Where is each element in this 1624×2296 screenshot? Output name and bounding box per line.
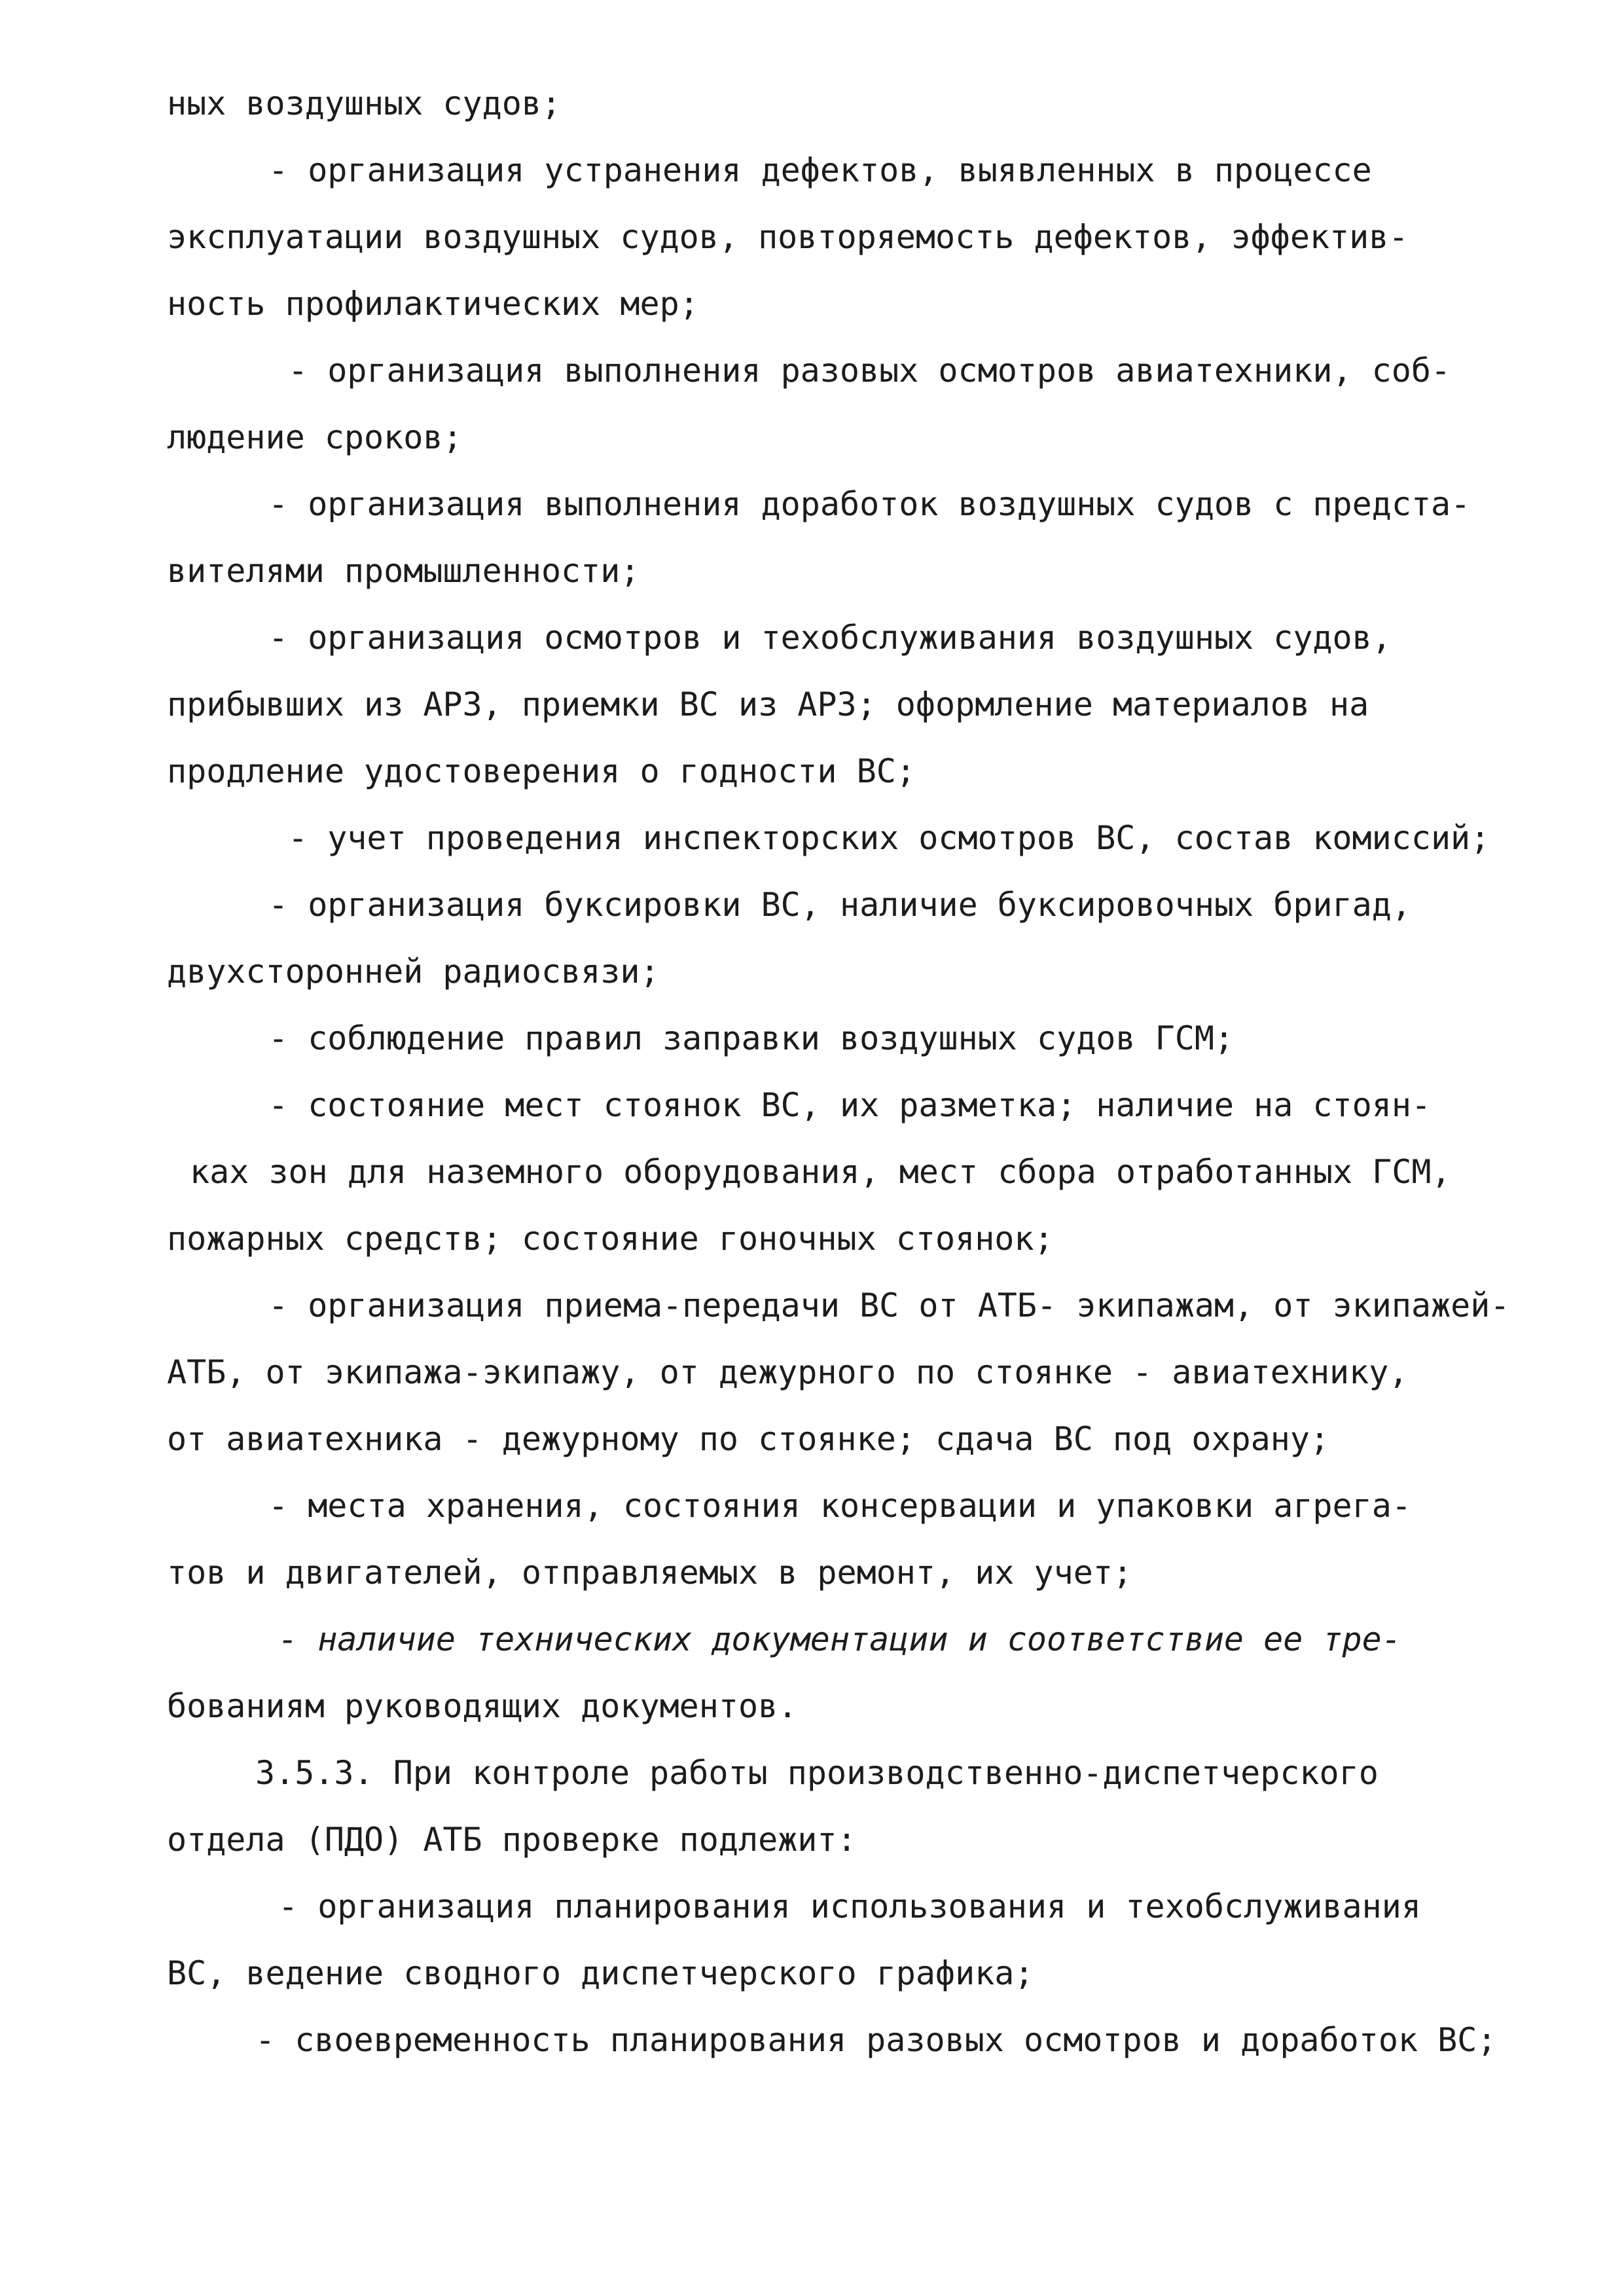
text-line: - организация осмотров и техобслуживания воздушных судов, (268, 619, 1392, 657)
text-line: - наличие технических документации и соответствие ее тре- (278, 1620, 1401, 1658)
text-line: двухсторонней радиосвязи; (167, 953, 660, 991)
text-line: ность профилактических мер; (167, 285, 699, 323)
text-line: ВС, ведение сводного диспетчерского графика; (167, 1954, 1034, 1992)
text-line: - состояние мест стоянок ВС, их разметка; наличие на стоян- (268, 1086, 1432, 1124)
section-heading-line: 3.5.3. При контроле работы производственно-диспетчерского (255, 1754, 1379, 1792)
text-line: вителями промышленности; (167, 552, 640, 590)
text-line: - организация буксировки ВС, наличие буксировочных бригад, (268, 886, 1411, 924)
text-line: пожарных средств; состояние гоночных стоянок; (167, 1220, 1054, 1258)
text-line: - организация выполнения доработок воздушных судов с предста- (268, 485, 1471, 523)
text-line: - организация приема-передачи ВС от АТБ- экипажам, от экипажей- (268, 1286, 1510, 1324)
text-line: - организация устранения дефектов, выявленных в процессе (268, 151, 1372, 189)
text-line: - организация выполнения разовых осмотров авиатехники, соб- (288, 352, 1451, 390)
text-line: - учет проведения инспекторских осмотров ВС, состав комиссий; (288, 819, 1490, 857)
text-line: бованиям руководящих документов. (167, 1687, 798, 1725)
text-line: АТБ, от экипажа-экипажу, от дежурного по стоянке - авиатехнику, (167, 1353, 1409, 1391)
text-line: - места хранения, состояния консервации и упаковки агрега- (268, 1487, 1411, 1525)
text-line: - организация планирования использования и техобслуживания (278, 1887, 1421, 1925)
text-line: ных воздушных судов; (167, 84, 562, 122)
text-line: - соблюдение правил заправки воздушных судов ГСМ; (268, 1019, 1235, 1057)
text-line: тов и двигателей, отправляемых в ремонт, их учет; (167, 1554, 1133, 1592)
text-line: продление удостоверения о годности ВС; (167, 752, 916, 790)
text-line: - своевременность планирования разовых осмотров и доработок ВС; (255, 2021, 1497, 2059)
text-line: людение сроков; (167, 418, 463, 456)
text-line: от авиатехника - дежурному по стоянке; сдача ВС под охрану; (167, 1420, 1330, 1458)
text-line: эксплуатации воздушных судов, повторяемость дефектов, эффектив- (167, 218, 1409, 256)
text-line: прибывших из АРЗ, приемки ВС из АРЗ; оформление материалов на (167, 685, 1369, 723)
text-line: отдела (ПДО) АТБ проверке подлежит: (167, 1821, 857, 1859)
text-line: ках зон для наземного оборудования, мест сбора отработанных ГСМ, (190, 1153, 1451, 1191)
